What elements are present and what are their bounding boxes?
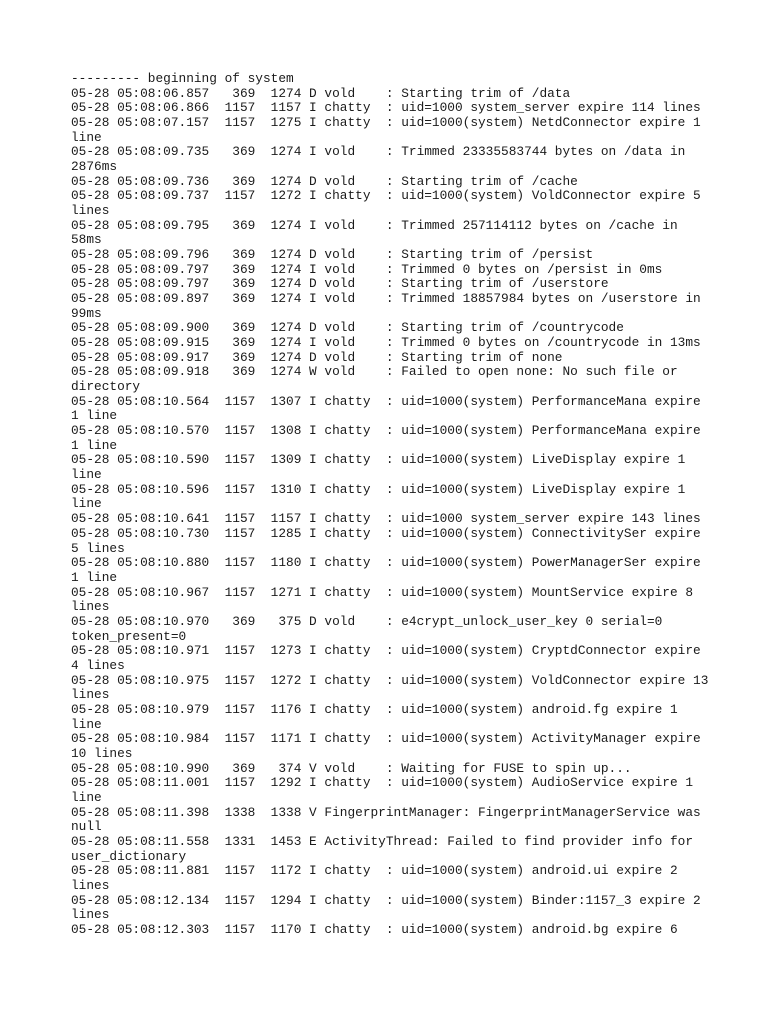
- log-line: 05-28 05:08:12.134 1157 1294 I chatty : uid=1000(system) Binder:1157_3 expire 2: [71, 892, 701, 908]
- log-line: line: [71, 467, 102, 483]
- log-line: 05-28 05:08:09.918 369 1274 W vold : Failed to open none: No such file or: [71, 364, 678, 380]
- log-line: user_dictionary: [71, 848, 187, 864]
- log-line: 05-28 05:08:10.730 1157 1285 I chatty : uid=1000(system) ConnectivitySer expire: [71, 525, 701, 541]
- log-line: 05-28 05:08:09.796 369 1274 D vold : Starting trim of /persist: [71, 247, 594, 263]
- log-line: 05-28 05:08:10.564 1157 1307 I chatty : uid=1000(system) PerformanceMana expire: [71, 393, 701, 409]
- log-line: token_present=0: [71, 628, 187, 644]
- log-line: 05-28 05:08:09.797 369 1274 D vold : Starting trim of /userstore: [71, 276, 609, 292]
- log-line: lines: [71, 877, 110, 893]
- log-line: 05-28 05:08:09.736 369 1274 D vold : Starting trim of /cache: [71, 173, 578, 189]
- log-line: 05-28 05:08:10.596 1157 1310 I chatty : uid=1000(system) LiveDisplay expire 1: [71, 481, 686, 497]
- log-line: 05-28 05:08:09.917 369 1274 D vold : Starting trim of none: [71, 349, 563, 365]
- log-line: --------- beginning of system: [71, 71, 294, 86]
- log-line: 5 lines: [71, 540, 125, 556]
- log-line: 99ms: [71, 305, 102, 321]
- log-line: lines: [71, 907, 110, 923]
- log-line: 05-28 05:08:10.971 1157 1273 I chatty : uid=1000(system) CryptdConnector expire: [71, 643, 701, 659]
- log-line: lines: [71, 203, 110, 219]
- log-line: 10 lines: [71, 745, 133, 761]
- log-line: 05-28 05:08:09.915 369 1274 I vold : Trimmed 0 bytes on /countrycode in 13ms: [71, 335, 701, 351]
- log-line: line: [71, 789, 102, 805]
- log-line: 05-28 05:08:10.984 1157 1171 I chatty : uid=1000(system) ActivityManager expire: [71, 731, 701, 747]
- log-line: 05-28 05:08:09.897 369 1274 I vold : Trimmed 18857984 bytes on /userstore in: [71, 291, 701, 307]
- log-line: 1 line: [71, 437, 118, 453]
- log-line: 2876ms: [71, 159, 118, 175]
- log-line: 05-28 05:08:11.398 1338 1338 V FingerprintManager: FingerprintManagerService was: [71, 804, 701, 820]
- log-line: 4 lines: [71, 657, 125, 673]
- log-line: 05-28 05:08:09.797 369 1274 I vold : Trimmed 0 bytes on /persist in 0ms: [71, 261, 663, 277]
- log-line: line: [71, 716, 102, 732]
- log-line: 58ms: [71, 232, 102, 248]
- document-page: [71, 72, 731, 938]
- log-line: 05-28 05:08:07.157 1157 1275 I chatty : uid=1000(system) NetdConnector expire 1: [71, 115, 701, 131]
- log-line: 1 line: [71, 408, 118, 424]
- log-line: 05-28 05:08:10.570 1157 1308 I chatty : uid=1000(system) PerformanceMana expire: [71, 423, 701, 439]
- log-line: 05-28 05:08:09.737 1157 1272 I chatty : uid=1000(system) VoldConnector expire 5: [71, 188, 701, 204]
- log-line: null: [71, 819, 102, 835]
- log-line: lines: [71, 687, 110, 703]
- log-line: 05-28 05:08:10.967 1157 1271 I chatty : uid=1000(system) MountService expire 8: [71, 584, 694, 600]
- log-line: 05-28 05:08:10.970 369 375 D vold : e4crypt_unlock_user_key 0 serial=0: [71, 613, 663, 629]
- system-log: [71, 72, 731, 938]
- log-line: 05-28 05:08:10.590 1157 1309 I chatty : uid=1000(system) LiveDisplay expire 1: [71, 452, 686, 468]
- log-line: 05-28 05:08:11.881 1157 1172 I chatty : uid=1000(system) android.ui expire 2: [71, 863, 678, 879]
- log-line: directory: [71, 379, 141, 395]
- log-line: 05-28 05:08:10.975 1157 1272 I chatty : uid=1000(system) VoldConnector expire 13: [71, 672, 709, 688]
- log-line: lines: [71, 599, 110, 615]
- log-line: 05-28 05:08:06.866 1157 1157 I chatty : uid=1000 system_server expire 114 lines: [71, 100, 701, 116]
- log-line: 1 line: [71, 569, 118, 585]
- log-line: 05-28 05:08:10.990 369 374 V vold : Waiting for FUSE to spin up...: [71, 760, 632, 776]
- log-line: 05-28 05:08:09.735 369 1274 I vold : Trimmed 23335583744 bytes on /data in: [71, 144, 686, 160]
- log-line: 05-28 05:08:09.795 369 1274 I vold : Trimmed 257114112 bytes on /cache in: [71, 217, 678, 233]
- log-line: 05-28 05:08:10.880 1157 1180 I chatty : uid=1000(system) PowerManagerSer expire: [71, 555, 701, 571]
- log-line: 05-28 05:08:12.303 1157 1170 I chatty : uid=1000(system) android.bg expire 6: [71, 921, 678, 937]
- log-line: line: [71, 129, 102, 145]
- log-line: line: [71, 496, 102, 512]
- log-line: 05-28 05:08:11.558 1331 1453 E ActivityThread: Failed to find provider info for: [71, 833, 694, 849]
- log-line: 05-28 05:08:10.979 1157 1176 I chatty : uid=1000(system) android.fg expire 1: [71, 701, 678, 717]
- log-line: 05-28 05:08:06.857 369 1274 D vold : Starting trim of /data: [71, 85, 571, 101]
- log-line: 05-28 05:08:11.001 1157 1292 I chatty : uid=1000(system) AudioService expire 1: [71, 775, 694, 791]
- log-line: 05-28 05:08:10.641 1157 1157 I chatty : uid=1000 system_server expire 143 lines: [71, 511, 701, 527]
- log-line: 05-28 05:08:09.900 369 1274 D vold : Starting trim of /countrycode: [71, 320, 624, 336]
